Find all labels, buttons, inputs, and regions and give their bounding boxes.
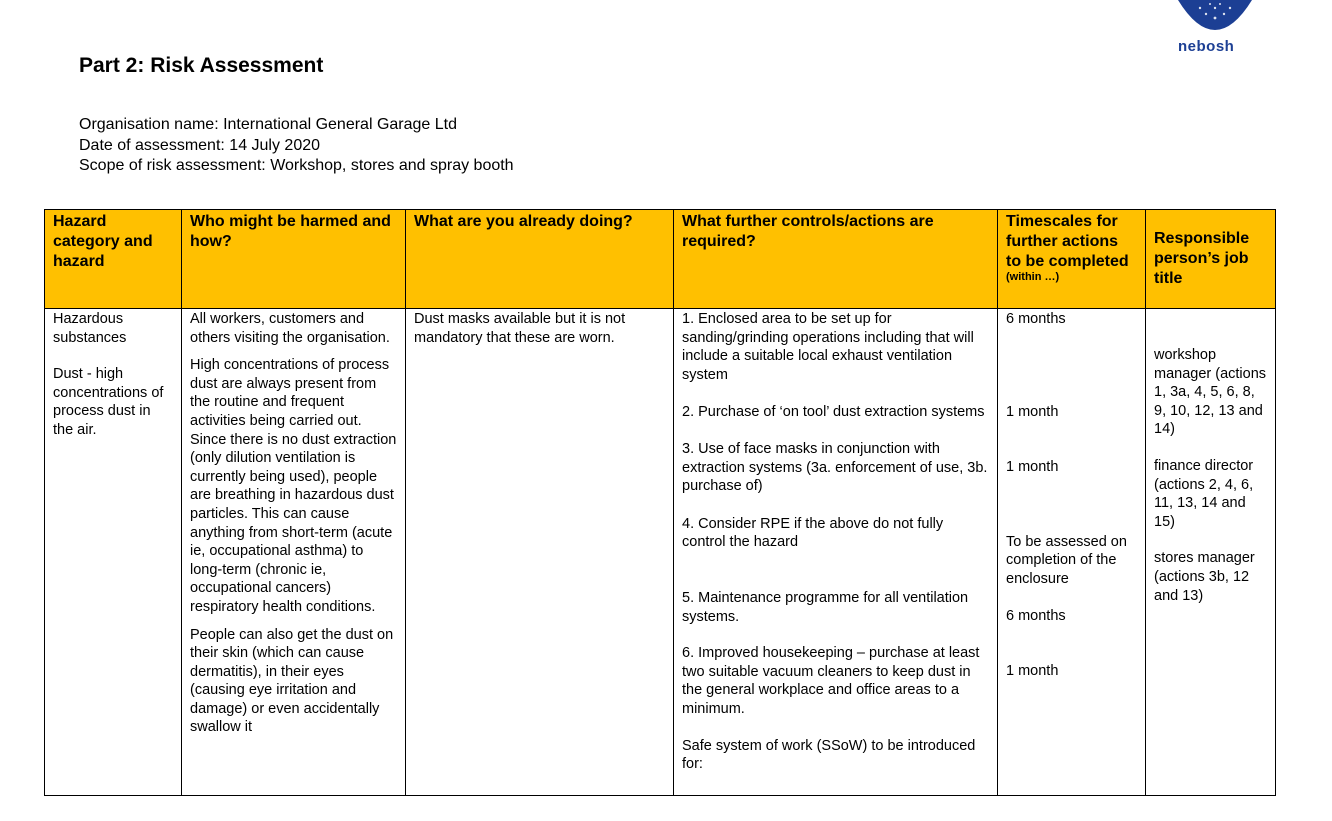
header-timescales	[998, 210, 1146, 309]
assessment-scope: Scope of risk assessment: Workshop, stores and spray booth	[79, 157, 514, 174]
cell-hazard	[45, 309, 182, 796]
timescale: 6 months	[1006, 607, 1066, 624]
table-row	[45, 309, 1276, 796]
responsible-person: workshop manager (actions 1, 3a, 4, 5, 6, 8, 9, 10, 12, 13 and 14)	[1154, 347, 1267, 438]
further-action: 4. Consider RPE if the above do not fully control the hazard	[682, 515, 944, 551]
further-action: 3. Use of face masks in conjunction with extraction systems (3a. enforcement of use, 3b. purchase of)	[682, 440, 988, 495]
assessment-details	[79, 115, 514, 177]
cell-timescales	[998, 309, 1146, 796]
timescale: 1 month	[1006, 403, 1059, 420]
cell-responsible	[1146, 309, 1276, 796]
header-timescales-label: Timescales for further actions to be completed	[1006, 213, 1129, 270]
hazard-category: Hazardous substances	[53, 311, 127, 346]
risk-assessment-table	[44, 209, 1276, 796]
header-timescales-note: (within …)	[1006, 271, 1060, 283]
cell-further	[674, 309, 998, 796]
further-action: Safe system of work (SSoW) to be introduced for:	[682, 737, 976, 773]
timescale: 1 month	[1006, 459, 1059, 476]
responsible-person: stores manager (actions 3b, 12 and 13)	[1154, 550, 1255, 604]
further-action: 2. Purchase of ‘on tool’ dust extraction systems	[682, 404, 985, 421]
further-action: 1. Enclosed area to be set up for sanding/grinding operations including that will include a suitable local exhaust ventilation system	[682, 311, 974, 383]
header-who: Who might be harmed and how?	[182, 210, 406, 309]
timescale: 6 months	[1006, 311, 1066, 327]
assessment-date: Date of assessment: 14 July 2020	[79, 136, 321, 154]
already-text: Dust masks available but it is not mandatory that these are worn.	[414, 311, 626, 346]
responsible-person: finance director (actions 2, 4, 6, 11, 13, 14 and 15)	[1154, 457, 1254, 530]
header-hazard: Hazard category and hazard	[45, 210, 182, 309]
timescale: 1 month	[1006, 663, 1059, 680]
who-text: High concentrations of process dust are always present from the routine and frequent activities being carried out. Since there is no dust extraction (only dilution ventilation is currently being used), people are breathing in hazardous dust particles. This can cause anything from short-term (acute ie, occupational asthma) to long-term (chronic ie, occupational cancers) respiratory health conditions.	[190, 357, 397, 615]
cell-already	[406, 309, 674, 796]
header-already: What are you already doing?	[406, 210, 674, 309]
further-action: 6. Improved housekeeping – purchase at least two suitable vacuum cleaners to keep dust in the general workplace and office areas to a minimum.	[682, 645, 980, 717]
logo-text: nebosh	[1178, 38, 1235, 55]
cell-who	[182, 309, 406, 796]
page-title: Part 2: Risk Assessment	[79, 54, 324, 77]
timescale: To be assessed on completion of the enclosure	[1006, 533, 1127, 587]
who-text: People can also get the dust on their skin (which can cause dermatitis), in their eyes (causing eye irritation and damage) or even accidentally swallow it	[190, 626, 394, 736]
header-responsible: Responsible person’s job title	[1146, 210, 1276, 309]
who-text: All workers, customers and others visiting the organisation.	[190, 311, 390, 346]
hazard-detail: Dust - high concentrations of process dust in the air.	[53, 366, 164, 438]
table-header-row	[45, 210, 1276, 309]
organisation-name: Organisation name: International General Garage Ltd	[79, 116, 458, 133]
further-action: 5. Maintenance programme for all ventilation systems.	[682, 589, 969, 625]
header-further: What further controls/actions are required?	[674, 210, 998, 309]
